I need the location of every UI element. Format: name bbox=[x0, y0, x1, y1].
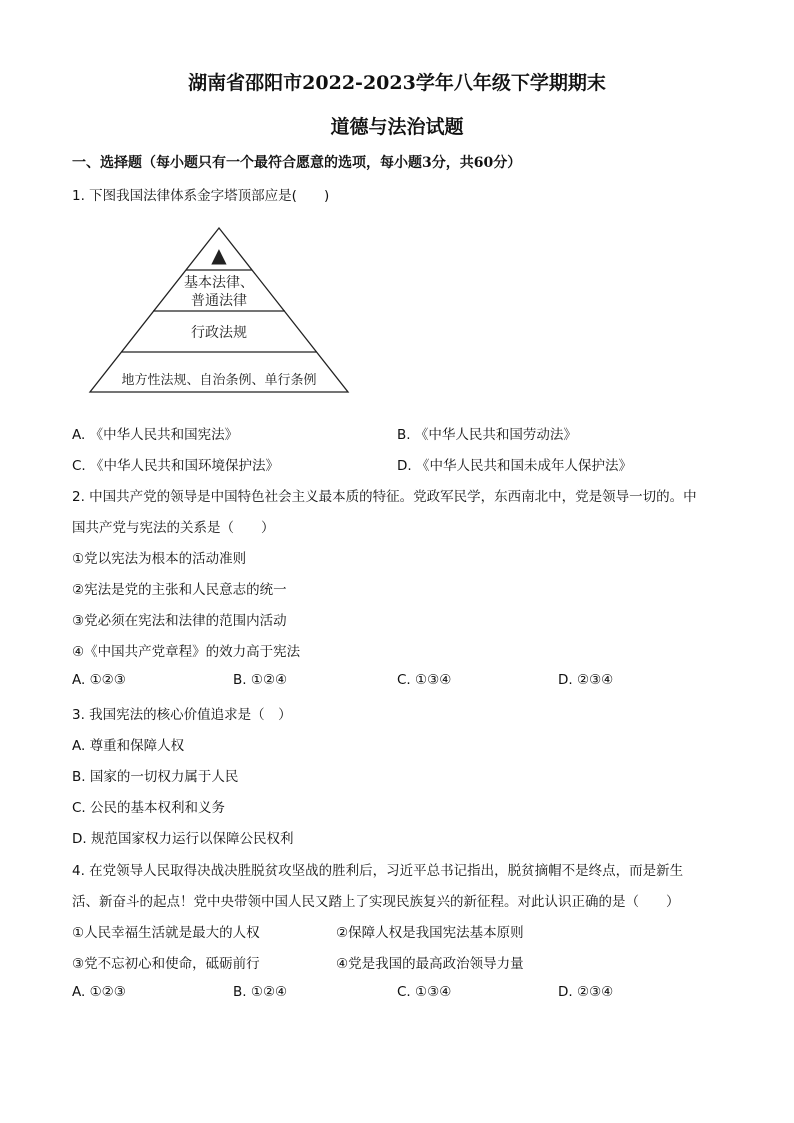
question-2-stem-line-1: 2. 中国共产党的领导是中国特色社会主义最本质的特征。党政军民学，东西南北中，党是领导一切的。中 bbox=[72, 489, 697, 505]
question-1-stem: 1. 下图我国法律体系金字塔顶部应是( ) bbox=[72, 188, 330, 204]
question-4-option-d[interactable]: D. ②③④ bbox=[558, 984, 614, 1000]
question-3-option-a[interactable]: A. 尊重和保障人权 bbox=[72, 738, 185, 754]
question-2-option-a[interactable]: A. ①②③ bbox=[72, 672, 126, 688]
question-1-option-a[interactable]: A. 《中华人民共和国宪法》 bbox=[72, 427, 239, 443]
question-2-stem-line-2: 国共产党与宪法的关系是（ ） bbox=[72, 520, 275, 536]
pyramid-top-triangle-icon: ▲ bbox=[211, 243, 227, 267]
question-2-statement: ②宪法是党的主张和人民意志的统一 bbox=[72, 582, 287, 598]
question-2-statement: ①党以宪法为根本的活动准则 bbox=[72, 551, 247, 567]
question-4-statement: ③党不忘初心和使命，砥砺前行 bbox=[72, 956, 260, 972]
question-3-option-c[interactable]: C. 公民的基本权利和义务 bbox=[72, 800, 226, 816]
question-2-statement: ③党必须在宪法和法律的范围内活动 bbox=[72, 613, 287, 629]
question-4-option-b[interactable]: B. ①②④ bbox=[233, 984, 288, 1000]
question-2-option-b[interactable]: B. ①②④ bbox=[233, 672, 288, 688]
section-heading-choice: 一、选择题（每小题只有一个最符合愿意的选项，每小题3分，共60分） bbox=[72, 155, 522, 171]
question-1-option-d[interactable]: D. 《中华人民共和国未成年人保护法》 bbox=[397, 458, 632, 474]
question-2-statement: ④《中国共产党章程》的效力高于宪法 bbox=[72, 644, 301, 660]
law-system-pyramid-diagram bbox=[86, 222, 352, 398]
question-1-option-c[interactable]: C. 《中华人民共和国环境保护法》 bbox=[72, 458, 280, 474]
pyramid-level-4: 地方性法规、自治条例、单行条例 bbox=[121, 373, 317, 388]
question-1-option-b[interactable]: B. 《中华人民共和国劳动法》 bbox=[397, 427, 577, 443]
question-3-option-b[interactable]: B. 国家的一切权力属于人民 bbox=[72, 769, 239, 785]
pyramid-level-2-line-1: 基本法律、 bbox=[184, 275, 254, 291]
question-2-option-c[interactable]: C. ①③④ bbox=[397, 672, 452, 688]
question-4-stem-line-2: 活、新奋斗的起点！党中央带领中国人民又踏上了实现民族复兴的新征程。对此认识正确的是（ ） bbox=[72, 894, 680, 910]
question-3-option-d[interactable]: D. 规范国家权力运行以保障公民权利 bbox=[72, 831, 294, 847]
question-3-stem: 3. 我国宪法的核心价值追求是（ ） bbox=[72, 707, 292, 723]
question-4-statement: ①人民幸福生活就是最大的人权 bbox=[72, 925, 260, 941]
question-4-statement: ④党是我国的最高政治领导力量 bbox=[336, 956, 524, 972]
question-2-option-d[interactable]: D. ②③④ bbox=[558, 672, 614, 688]
question-4-option-a[interactable]: A. ①②③ bbox=[72, 984, 126, 1000]
exam-title: 湖南省邵阳市2022-2023学年八年级下学期期末 bbox=[188, 72, 606, 94]
question-4-statement: ②保障人权是我国宪法基本原则 bbox=[336, 925, 524, 941]
question-4-stem-line-1: 4. 在党领导人民取得决战决胜脱贫攻坚战的胜利后，习近平总书记指出，脱贫摘帽不是终点，而是新生 bbox=[72, 863, 684, 879]
pyramid-level-2-line-2: 普通法律 bbox=[191, 293, 247, 309]
pyramid-level-3: 行政法规 bbox=[191, 325, 247, 341]
exam-subtitle: 道德与法治试题 bbox=[330, 116, 464, 138]
question-4-option-c[interactable]: C. ①③④ bbox=[397, 984, 452, 1000]
